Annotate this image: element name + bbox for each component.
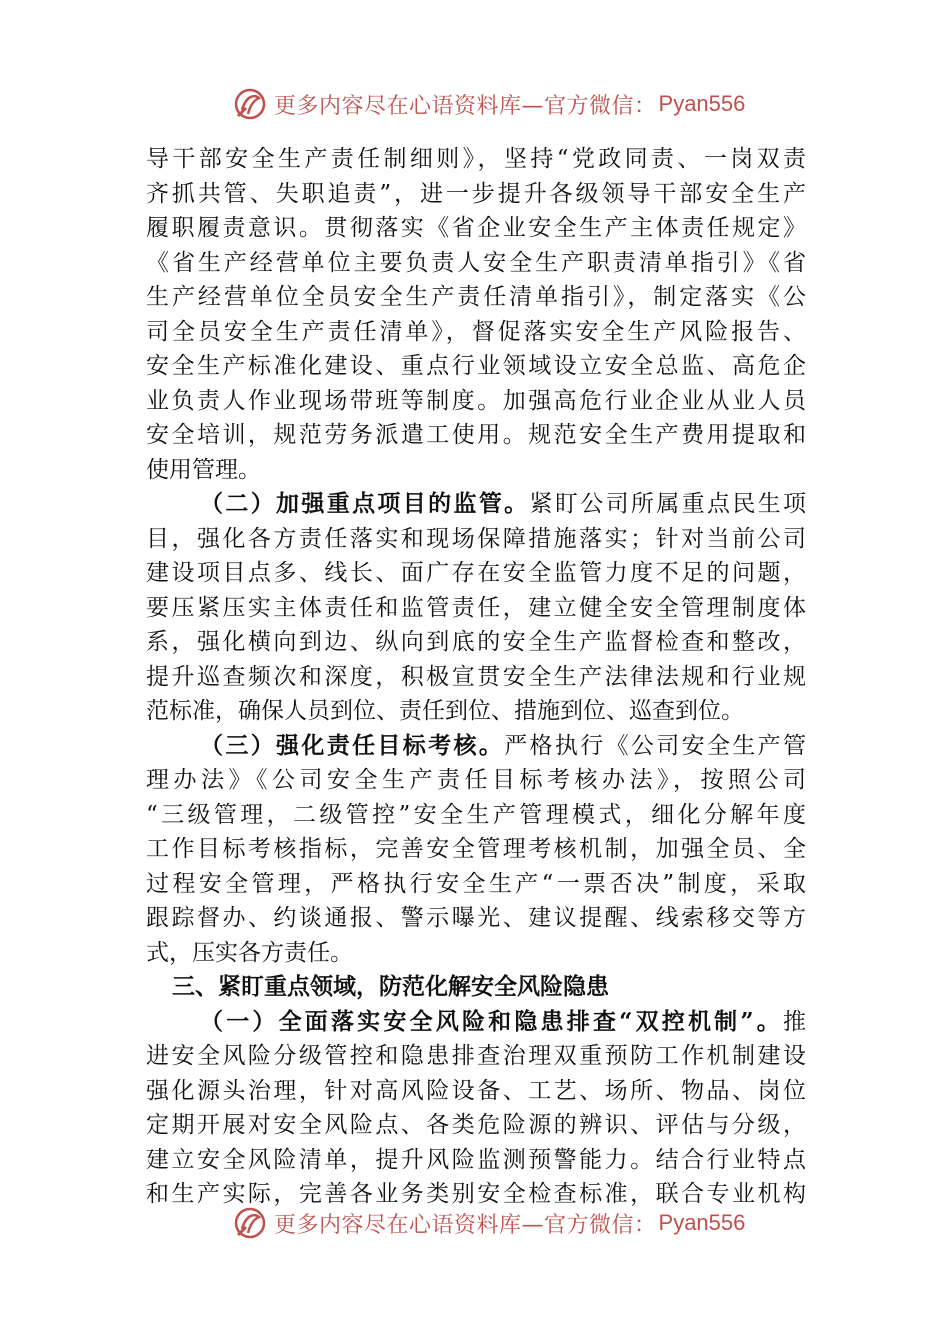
- watermark-wechat-id: Pyan556: [658, 91, 746, 116]
- text-line: 理办法》《公司安全生产责任目标考核办法》，按照公司: [146, 767, 806, 793]
- brand-logo-icon: [232, 86, 268, 122]
- text-line: 过程安全管理，严格执行安全生产“一票否决”制度，采取: [146, 870, 806, 897]
- text-line: 生产经营单位全员安全生产责任清单指引》，制定落实《公: [146, 284, 806, 310]
- section-heading: 三、紧盯重点领域，防范化解安全风险隐患: [172, 973, 609, 1000]
- paragraph-lead: （一）全面落实安全风险和隐患排查“双控机制”。: [200, 1007, 783, 1035]
- watermark-text: 更多内容尽在心语资料库—官方微信：: [274, 93, 657, 119]
- text-line: 建设项目点多、线长、面广存在安全监管力度不足的问题，: [146, 560, 806, 586]
- text-line: 式，压实各方责任。: [146, 939, 353, 966]
- text-line: 强化源头治理，针对高风险设备、工艺、场所、物品、岗位: [146, 1077, 806, 1104]
- text-line: 范标准，确保人员到位、责任到位、措施到位、巡查到位。: [146, 698, 744, 724]
- paragraph: [146, 1005, 806, 1212]
- text-line: 工作目标考核指标，完善安全管理考核机制，加强全员、全: [146, 836, 806, 862]
- text-line: 业负责人作业现场带班等制度。加强高危行业企业从业人员: [146, 387, 806, 414]
- text-line: 司全员安全生产责任清单》，督促落实安全生产风险报告、: [146, 318, 806, 345]
- watermark-wechat-id: Pyan556: [658, 1210, 746, 1235]
- text-line: 跟踪督办、约谈通报、警示曝光、建议提醒、线索移交等方: [146, 905, 806, 931]
- watermark-footer: [232, 1202, 752, 1242]
- text-line: 安全生产标准化建设、重点行业领域设立安全总监、高危企: [146, 353, 806, 379]
- text-line: 进安全风险分级管控和隐患排查治理双重预防工作机制建设: [146, 1043, 806, 1069]
- paragraph-lead: （三）强化责任目标考核。: [200, 731, 505, 759]
- text-line: [146, 729, 806, 764]
- text-line: 履职履责意识。贯彻落实《省企业安全生产主体责任规定》: [146, 215, 806, 241]
- text-line: 齐抓共管、失职追责”，进一步提升各级领导干部安全生产: [146, 180, 806, 207]
- paragraph: [146, 487, 806, 729]
- text-line: 系，强化横向到边、纵向到底的安全生产监督检查和整改，: [146, 629, 806, 655]
- text-line: 和生产实际，完善各业务类别安全检查标准，联合专业机构: [146, 1181, 806, 1207]
- watermark-text: 更多内容尽在心语资料库—官方微信：: [274, 1212, 657, 1238]
- text-line: [146, 1005, 806, 1040]
- document-body: [146, 142, 806, 1212]
- text-span: 紧盯公司所属重点民生项: [529, 491, 806, 517]
- text-span: 推: [783, 1008, 806, 1035]
- paragraph-lead: （二）加强重点项目的监管。: [200, 490, 530, 517]
- text-line: 提升巡查频次和深度，积极宣贯安全生产法律法规和行业规: [146, 663, 806, 690]
- text-line: 《省生产经营单位主要负责人安全生产职责清单指引》《省: [146, 249, 806, 276]
- paragraph: [146, 729, 806, 971]
- text-line: 定期开展对安全风险点、各类危险源的辨识、评估与分级，: [146, 1112, 806, 1138]
- paragraph: [146, 142, 806, 487]
- text-line: “三级管理，二级管控”安全生产管理模式，细化分解年度: [146, 801, 806, 828]
- brand-logo-icon: [232, 1205, 268, 1241]
- text-line: 安全培训，规范劳务派遣工使用。规范安全生产费用提取和: [146, 422, 806, 448]
- text-line: 目，强化各方责任落实和现场保障措施落实；针对当前公司: [146, 525, 806, 552]
- text-line: 导干部安全生产责任制细则》，坚持“党政同责、一岗双责: [146, 146, 806, 172]
- text-line: [146, 487, 806, 522]
- watermark-header: [232, 84, 752, 124]
- text-line: 建立安全风险清单，提升风险监测预警能力。结合行业特点: [146, 1146, 806, 1173]
- text-line: 要压紧压实主体责任和监管责任，建立健全安全管理制度体: [146, 594, 806, 621]
- text-span: 严格执行《公司安全生产管: [504, 732, 806, 759]
- text-line: 使用管理。: [146, 456, 261, 483]
